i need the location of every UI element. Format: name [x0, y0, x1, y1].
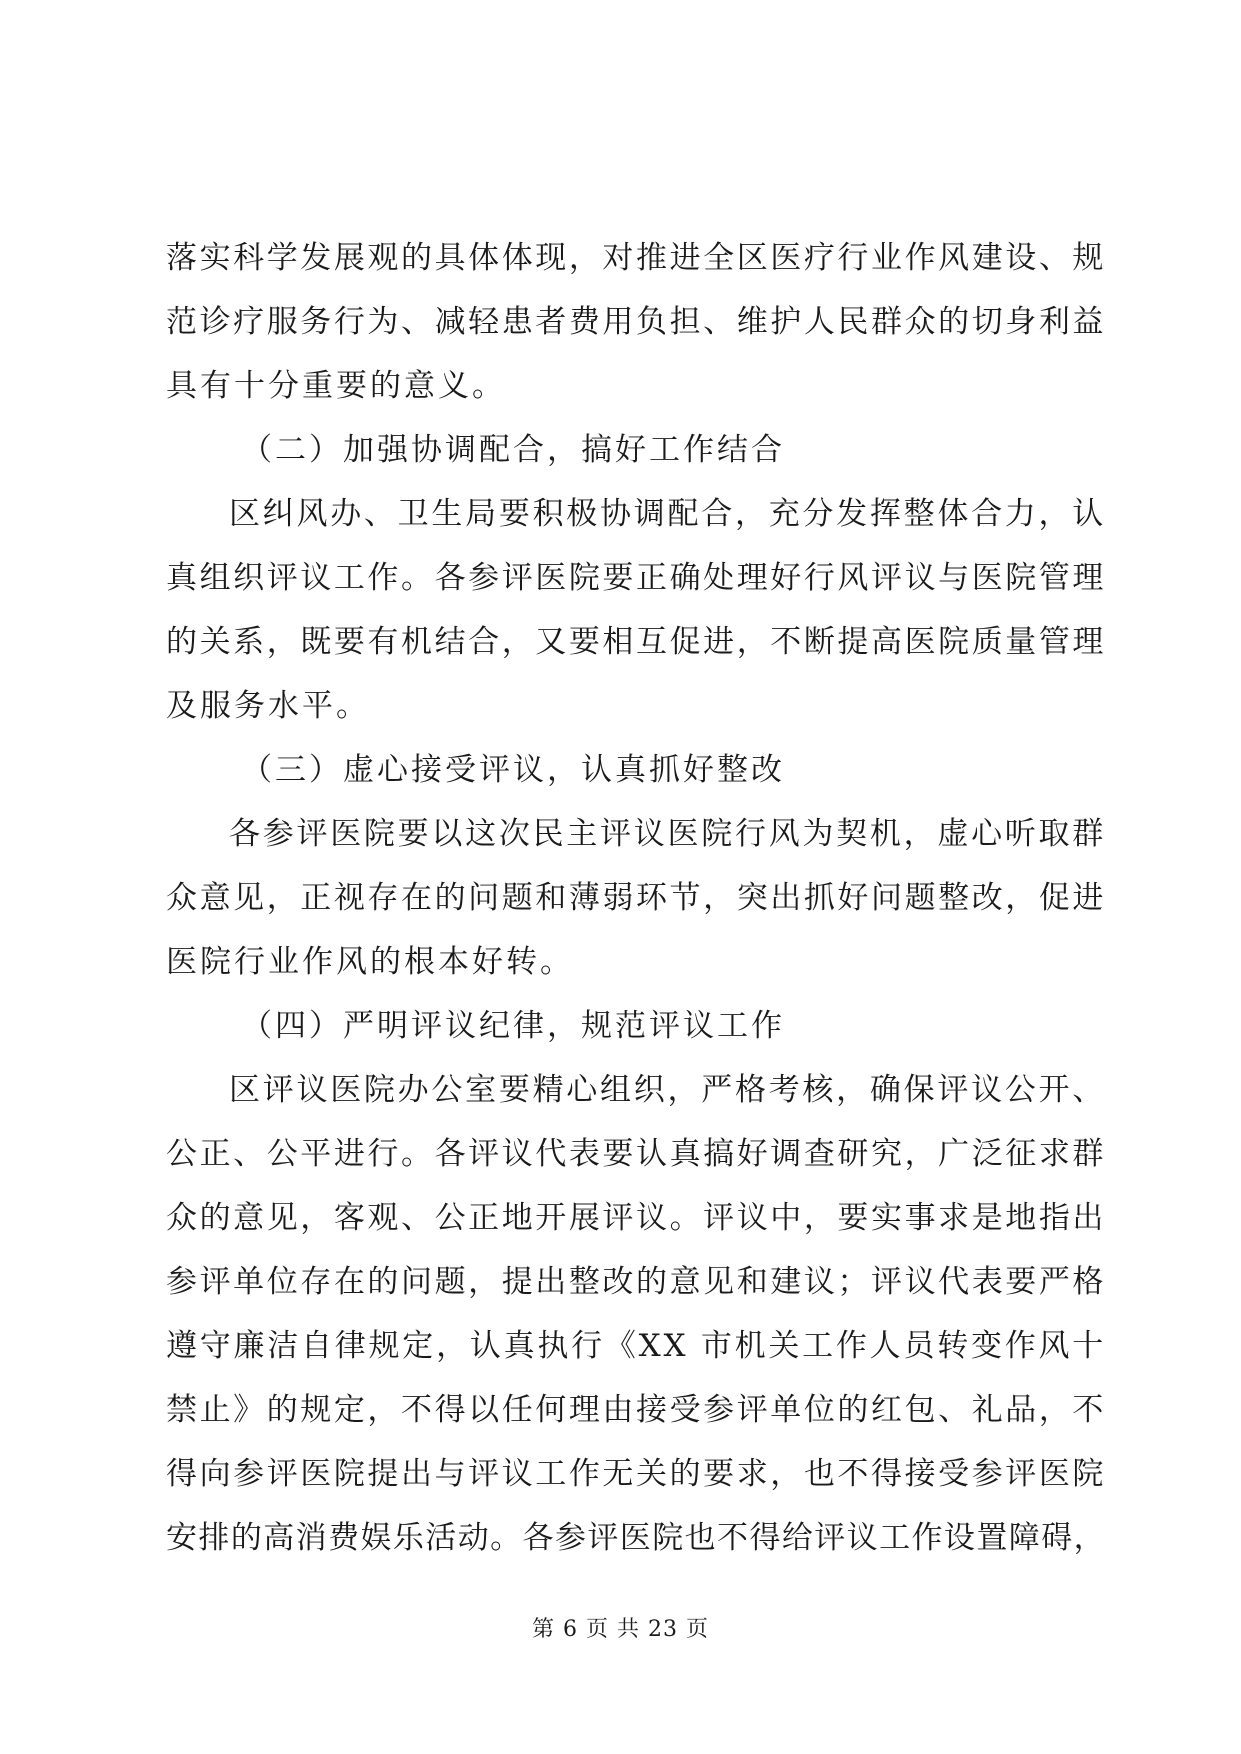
- body-text: [166, 226, 1106, 1570]
- page-number: 第 6 页 共 23 页: [532, 1617, 709, 1642]
- paragraph-line: 禁止》的规定，不得以任何理由接受参评单位的红包、礼品，不: [166, 1392, 1106, 1428]
- section-heading: （三）虚心接受评议，认真抓好整改: [241, 752, 785, 788]
- paragraph-line: 安排的高消费娱乐活动。各参评医院也不得给评议工作设置障碍，: [166, 1520, 1106, 1556]
- paragraph-line: 范诊疗服务行为、减轻患者费用负担、维护人民群众的切身利益: [166, 304, 1106, 340]
- paragraph-line: 公正、公平进行。各评议代表要认真搞好调查研究，广泛征求群: [166, 1136, 1106, 1172]
- paragraph-line: 的关系，既要有机结合，又要相互促进，不断提高医院质量管理: [166, 624, 1106, 660]
- paragraph-line: 落实科学发展观的具体体现，对推进全区医疗行业作风建设、规: [166, 240, 1106, 276]
- paragraph-line: 具有十分重要的意义。: [166, 368, 506, 404]
- section-heading: （二）加强协调配合，搞好工作结合: [241, 432, 785, 468]
- paragraph-line: 遵守廉洁自律规定，认真执行《XX 市机关工作人员转变作风十: [166, 1328, 1106, 1364]
- paragraph-line: 得向参评医院提出与评议工作无关的要求，也不得接受参评医院: [166, 1456, 1106, 1492]
- paragraph-line: 各参评医院要以这次民主评议医院行风为契机，虚心听取群: [229, 816, 1106, 852]
- paragraph-line: 众的意见，客观、公正地开展评议。评议中，要实事求是地指出: [166, 1200, 1106, 1236]
- paragraph-line: 区评议医院办公室要精心组织，严格考核，确保评议公开、: [229, 1072, 1106, 1108]
- paragraph-line: 真组织评议工作。各参评医院要正确处理好行风评议与医院管理: [166, 560, 1106, 596]
- paragraph-line: 参评单位存在的问题，提出整改的意见和建议；评议代表要严格: [166, 1264, 1106, 1300]
- paragraph-line: 众意见，正视存在的问题和薄弱环节，突出抓好问题整改，促进: [166, 880, 1106, 916]
- paragraph-line: 医院行业作风的根本好转。: [166, 944, 574, 980]
- section-heading: （四）严明评议纪律，规范评议工作: [241, 1008, 785, 1044]
- paragraph-line: 及服务水平。: [166, 688, 370, 724]
- paragraph-line: 区纠风办、卫生局要积极协调配合，充分发挥整体合力，认: [229, 496, 1106, 532]
- page-footer: [0, 1612, 1241, 1643]
